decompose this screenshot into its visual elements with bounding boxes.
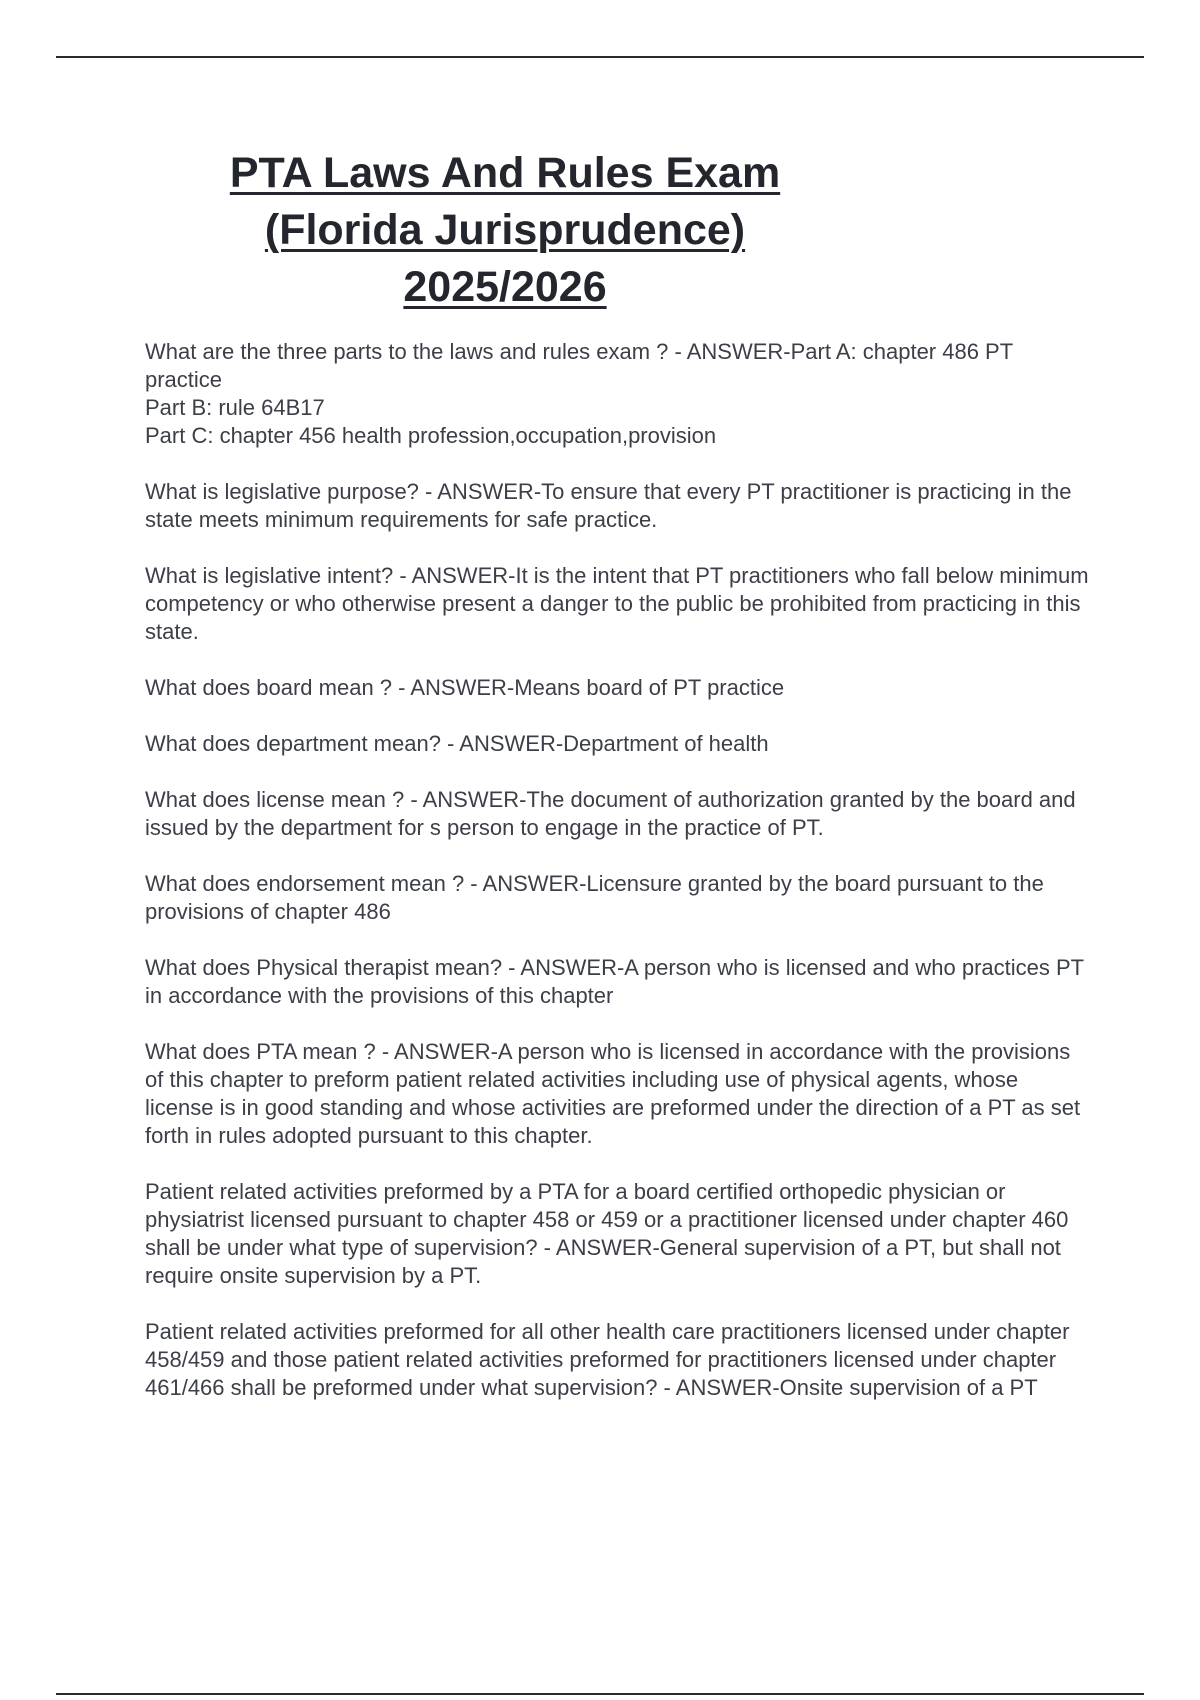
qa-list [145, 338, 1090, 1430]
title-line-3: 2025/2026 [403, 263, 607, 311]
title-line-2: (Florida Jurisprudence) [264, 206, 746, 254]
qa-text: Part B: rule 64B17 [145, 395, 325, 420]
qa-text: What are the three parts to the laws and rules exam ? - ANSWER-Part A: chapter 486 PT practice [145, 339, 1013, 392]
qa-item-onsite-supervision [145, 1318, 1090, 1402]
qa-text: What does endorsement mean ? - ANSWER-Licensure granted by the board pursuant to the provisions of chapter 486 [145, 871, 1044, 924]
qa-text: Patient related activities preformed by a PTA for a board certified orthopedic physician or physiatrist licensed pursuant to chapter 458 or 459 or a practitioner licensed under chapter 460 shall be under what type of supervision? - ANSWER-General supervision of a PT, but shall not require onsite supervision by a PT. [145, 1179, 1069, 1288]
qa-item-board [145, 674, 1090, 702]
qa-item-exam-parts [145, 338, 1090, 450]
top-rule [56, 56, 1144, 58]
qa-item-endorsement [145, 870, 1090, 926]
qa-item-legislative-purpose [145, 478, 1090, 534]
qa-item-pta [145, 1038, 1090, 1150]
qa-text: What does board mean ? - ANSWER-Means board of PT practice [145, 675, 785, 700]
bottom-rule [56, 1693, 1144, 1695]
qa-item-department [145, 730, 1090, 758]
document-title [140, 145, 870, 316]
qa-item-general-supervision [145, 1178, 1090, 1290]
qa-text: What is legislative intent? - ANSWER-It is the intent that PT practitioners who fall below minimum competency or who otherwise present a danger to the public be prohibited from practicing in this state. [145, 563, 1089, 644]
qa-text: Patient related activities preformed for all other health care practitioners licensed under chapter 458/459 and those patient related activities preformed for practitioners licensed under chapter 461/466 shall be preformed under what supervision? - ANSWER-Onsite supervision of a PT [145, 1319, 1070, 1400]
qa-item-license [145, 786, 1090, 842]
qa-item-physical-therapist [145, 954, 1090, 1010]
qa-text: What does Physical therapist mean? - ANSWER-A person who is licensed and who practices PT in accordance with the provisions of this chapter [145, 955, 1084, 1008]
title-line-1: PTA Laws And Rules Exam [229, 149, 781, 197]
qa-text: What does PTA mean ? - ANSWER-A person who is licensed in accordance with the provisions of this chapter to preform patient related activities including use of physical agents, whose license is in good standing and whose activities are preformed under the direction of a PT as set forth in rules adopted pursuant to this chapter. [145, 1039, 1081, 1148]
qa-text: What does department mean? - ANSWER-Department of health [145, 731, 769, 756]
qa-text: Part C: chapter 456 health profession,occupation,provision [145, 423, 717, 448]
qa-text: What does license mean ? - ANSWER-The document of authorization granted by the board and issued by the department for s person to engage in the practice of PT. [145, 787, 1076, 840]
qa-item-legislative-intent [145, 562, 1090, 646]
qa-text: What is legislative purpose? - ANSWER-To ensure that every PT practitioner is practicing in the state meets minimum requirements for safe practice. [145, 479, 1072, 532]
